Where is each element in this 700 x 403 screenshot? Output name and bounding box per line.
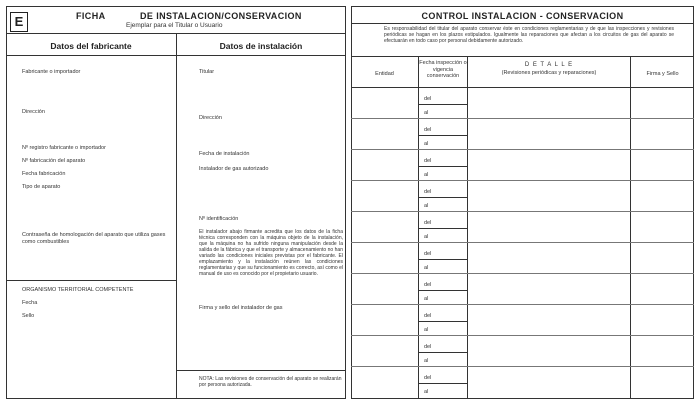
card-title: DE INSTALACION/CONSERVACION: [140, 11, 302, 21]
section-badge: E: [10, 12, 28, 32]
field-sello: Sello: [22, 313, 35, 319]
table-row: [351, 181, 694, 212]
row-al-label: al: [424, 141, 429, 147]
organismo-heading: ORGANISMO TERRITORIAL COMPETENTE: [22, 287, 134, 293]
column-header-entidad: Entidad: [375, 71, 394, 77]
divider: [6, 280, 176, 281]
divider: [6, 55, 346, 56]
divider: [418, 352, 467, 353]
row-del-label: del: [424, 344, 432, 350]
divider: [418, 135, 467, 136]
field-contrasena-homologacion: Contraseña de homologación del aparato que utiliza gases como combustibles: [22, 232, 166, 245]
row-del-label: del: [424, 375, 432, 381]
divider: [418, 259, 467, 260]
installer-declaration: El instalador abajo firmante acredita que los datos de la ficha técnica corresponden con la máquina objeto de la instalación, que la máquina no ha sufrido ninguna manipulación desde la salida de la fábrica y que el transporte y almacenamiento no han variado las condiciones iniciales previstas por el fabricante. El emplazamiento y la instalación reúnen las condiciones reglamentarias y que su funcionamiento es correcto, así como el manual de uso es conocido por el propietario usuario.: [199, 229, 343, 277]
row-del-label: del: [424, 251, 432, 257]
divider: [418, 290, 467, 291]
divider: [418, 166, 467, 167]
table-row: [351, 367, 694, 398]
note: NOTA: Las revisiones de conservación del aparato se realizarán por persona autorizada.: [199, 376, 342, 388]
field-fabricante: Fabricante o importador: [22, 69, 81, 75]
field-direccion-instalacion: Dirección: [199, 115, 222, 121]
row-al-label: al: [424, 327, 429, 333]
control-intro: Es responsabilidad del titular del aparato conservar éste en condiciones reglamentarias y de que las inspecciones y revisiones periódicas se hagan en los plazos estipulados. Igualmente las reparaciones que afectan a los circuitos de gas del aparato se efectuarán en todo caso por personal debidamente autorizado.: [384, 26, 674, 44]
field-instalador: Instalador de gas autorizado: [199, 166, 269, 172]
field-fecha-instalacion: Fecha de instalación: [199, 151, 250, 157]
field-firma-instalador: Firma y sello del instalador de gas: [199, 305, 283, 311]
table-row: [351, 150, 694, 181]
row-al-label: al: [424, 172, 429, 178]
row-al-label: al: [424, 265, 429, 271]
row-del-label: del: [424, 158, 432, 164]
row-al-label: al: [424, 234, 429, 240]
field-direccion-fabricante: Dirección: [22, 109, 45, 115]
table-row: [351, 336, 694, 367]
column-header-instalacion: Datos de instalación: [219, 41, 303, 51]
divider: [418, 321, 467, 322]
table-row: [351, 119, 694, 150]
row-del-label: del: [424, 127, 432, 133]
row-del-label: del: [424, 220, 432, 226]
table-row: [351, 274, 694, 305]
table-row: [351, 88, 694, 119]
column-header-firma: Firma y Sello: [646, 71, 679, 77]
row-del-label: del: [424, 189, 432, 195]
row-del-label: del: [424, 313, 432, 319]
field-numero-identificacion: Nº identificación: [199, 216, 239, 222]
divider: [418, 383, 467, 384]
divider: [418, 228, 467, 229]
card-title-prefix: FICHA: [76, 11, 106, 21]
row-del-label: del: [424, 282, 432, 288]
row-del-label: del: [424, 96, 432, 102]
row-al-label: al: [424, 389, 429, 395]
table-row: [351, 305, 694, 336]
row-al-label: al: [424, 110, 429, 116]
row-al-label: al: [424, 296, 429, 302]
field-numero-fabricacion: Nº fabricación del aparato: [22, 158, 86, 164]
table-row: [351, 243, 694, 274]
column-header-fecha: Fecha inspección o vigencia conservación: [419, 60, 467, 79]
divider: [351, 56, 694, 57]
control-title: CONTROL INSTALACION - CONSERVACION: [421, 11, 624, 21]
field-titular: Titular: [199, 69, 215, 75]
column-header-detalle-sub: (Revisiones periódicas y reparaciones): [501, 70, 597, 76]
field-tipo-aparato: Tipo de aparato: [22, 184, 61, 190]
row-al-label: al: [424, 203, 429, 209]
row-al-label: al: [424, 358, 429, 364]
field-registro: Nº registro fabricante o importador: [22, 145, 106, 151]
divider: [418, 104, 467, 105]
divider: [351, 23, 694, 24]
table-row: [351, 212, 694, 243]
divider: [176, 370, 346, 371]
card-subtitle: Ejemplar para el Titular o Usuario: [126, 22, 223, 29]
column-header-fabricante: Datos del fabricante: [50, 41, 132, 51]
divider: [418, 197, 467, 198]
divider: [176, 33, 177, 399]
column-header-detalle: D E T A L L E: [524, 62, 574, 68]
field-fecha-fabricacion: Fecha fabricación: [22, 171, 66, 177]
field-fecha-organismo: Fecha: [22, 300, 38, 306]
